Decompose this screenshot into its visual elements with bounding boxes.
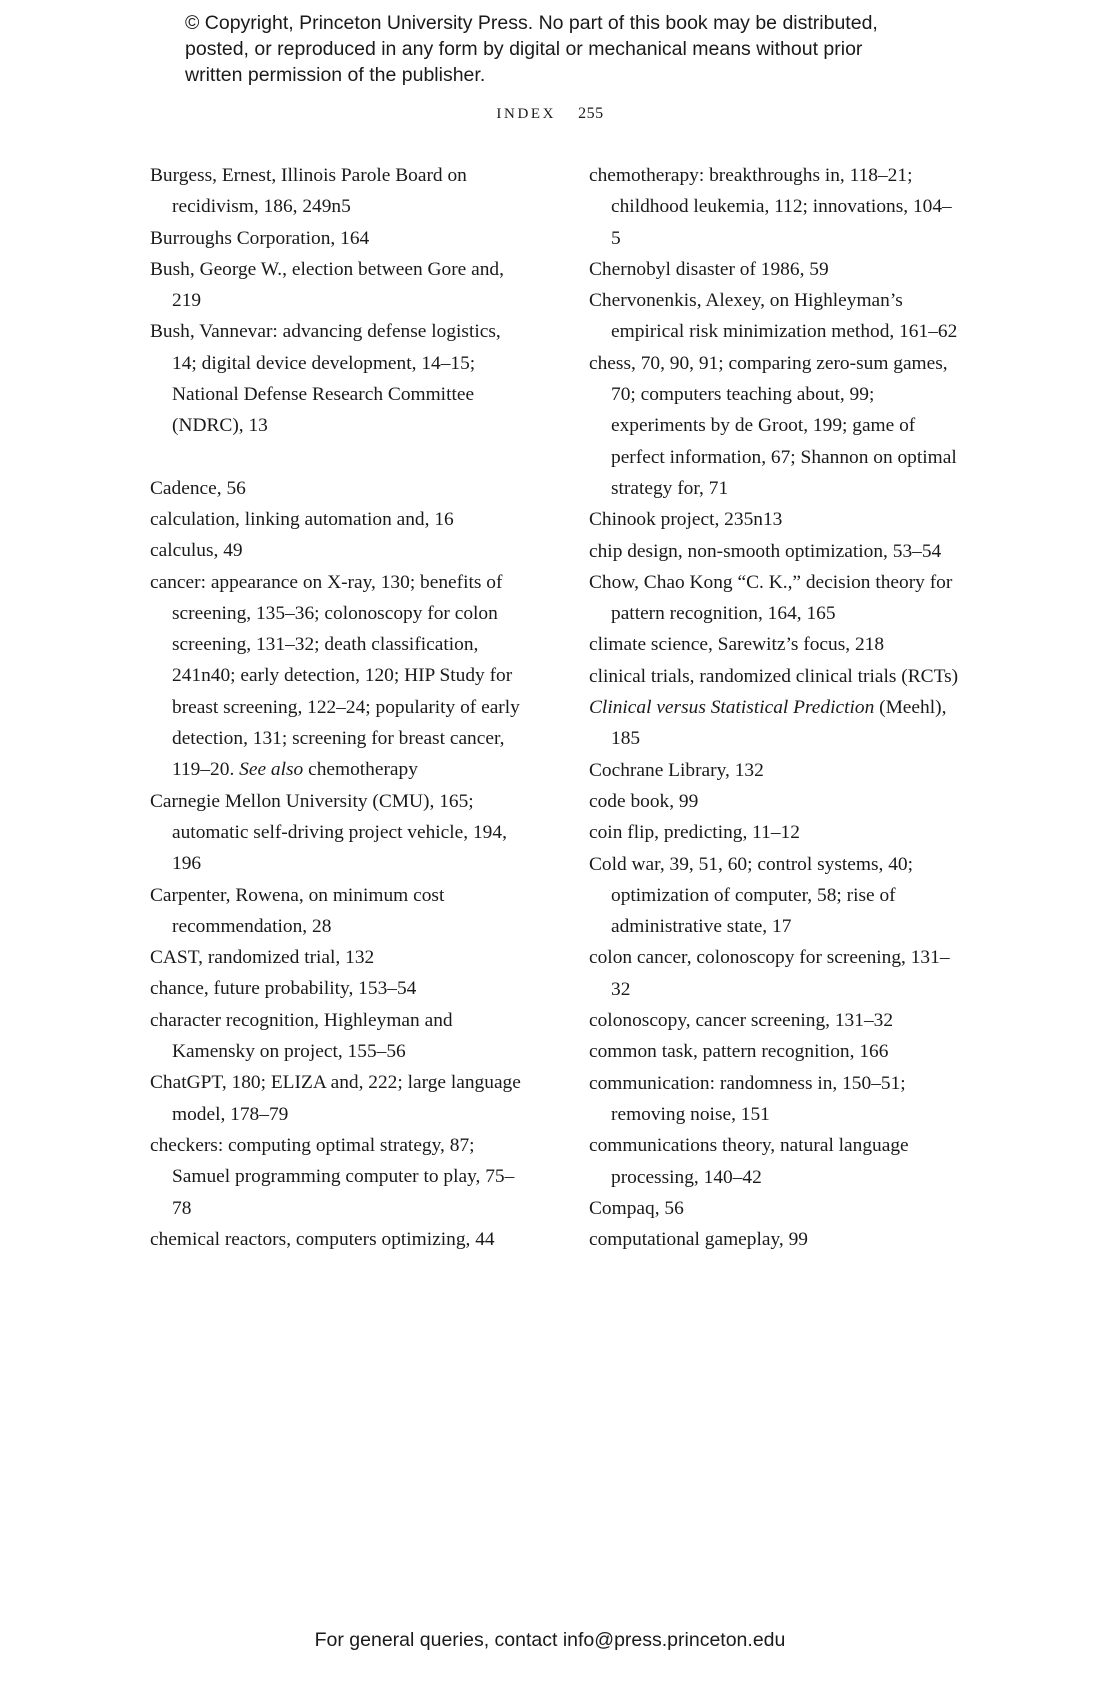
- index-entry-title: Clinical versus Statistical Prediction: [589, 697, 875, 719]
- index-entry: Carnegie Mellon University (CMU), 165; automatic self-driving project vehicle, 194, 196: [150, 790, 507, 875]
- index-entry: code book, 99: [589, 790, 699, 812]
- index-entry: Carpenter, Rowena, on minimum cost recommendation, 28: [150, 884, 445, 937]
- index-entry: Cochrane Library, 132: [589, 759, 764, 781]
- running-head: [0, 105, 1100, 123]
- index-entry: CAST, randomized trial, 132: [150, 947, 375, 969]
- index-entry: Chervonenkis, Alexey, on Highleyman’s empirical risk minimization method, 161–62: [589, 290, 958, 343]
- index-entry: Cadence, 56: [150, 477, 246, 499]
- index-entry: coin flip, predicting, 11–12: [589, 822, 800, 844]
- footer-queries-notice: For general queries, contact info@press.princeton.edu: [314, 1629, 786, 1651]
- index-entry: Chow, Chao Kong “C. K.,” decision theory for pattern recognition, 164, 165: [589, 571, 953, 625]
- index-entry: character recognition, Highleyman and Kamensky on project, 155–56: [150, 1009, 453, 1063]
- index-entry: calculation, linking automation and, 16: [150, 508, 454, 530]
- index-entry: Cold war, 39, 51, 60; control systems, 40; optimization of computer, 58; rise of administrative state, 17: [589, 853, 913, 938]
- index-entry: communications theory, natural language processing, 140–42: [589, 1135, 909, 1188]
- copyright-notice: © Copyright, Princeton University Press. No part of this book may be distributed, posted, or reproduced in any form by digital or mechanical means without prior written permission of the publisher.: [185, 12, 878, 86]
- index-entry: colonoscopy, cancer screening, 131–32: [589, 1010, 894, 1032]
- index-entry: Chernobyl disaster of 1986, 59: [589, 258, 829, 280]
- index-entry: chance, future probability, 153–54: [150, 978, 417, 1000]
- cross-reference-label: See also: [239, 759, 304, 781]
- index-entry: ChatGPT, 180; ELIZA and, 222; large language model, 178–79: [150, 1072, 521, 1125]
- index-entry: chemical reactors, computers optimizing, 44: [150, 1228, 495, 1250]
- index-column-right: [589, 160, 960, 1255]
- index-entry: colon cancer, colonoscopy for screening, 131–32: [589, 947, 950, 1000]
- index-columns: [150, 160, 960, 1255]
- index-entry: climate science, Sarewitz’s focus, 218: [589, 634, 885, 656]
- index-entry: Chinook project, 235n13: [589, 509, 783, 531]
- running-head-label: INDEX: [496, 106, 557, 122]
- index-entry: Clinical versus Statistical Prediction (Meehl), 185: [589, 697, 947, 750]
- index-entry: chip design, non-smooth optimization, 53–54: [589, 540, 942, 562]
- index-column-left: [150, 160, 521, 1255]
- index-entry: chemotherapy: breakthroughs in, 118–21; childhood leukemia, 112; innovations, 104–5: [589, 165, 952, 249]
- page-number: 255: [578, 105, 604, 122]
- index-entry: clinical trials, randomized clinical trials (RCTs): [589, 665, 959, 687]
- index-entry: calculus, 49: [150, 540, 243, 562]
- index-entry: Bush, Vannevar: advancing defense logistics, 14; digital device development, 14–15; National Defense Research Committee (NDRC), 13: [150, 321, 501, 437]
- index-entry: Burgess, Ernest, Illinois Parole Board on recidivism, 186, 249n5: [150, 165, 467, 218]
- index-entry: Bush, George W., election between Gore and, 219: [150, 258, 504, 312]
- index-entry: Burroughs Corporation, 164: [150, 227, 370, 249]
- index-entry: Compaq, 56: [589, 1197, 684, 1219]
- index-entry: communication: randomness in, 150–51; removing noise, 151: [589, 1072, 906, 1125]
- index-entry: checkers: computing optimal strategy, 87; Samuel programming computer to play, 75–78: [150, 1134, 515, 1219]
- index-entry: chess, 70, 90, 91; comparing zero-sum games, 70; computers teaching about, 99; experiments by de Groot, 199; game of perfect information, 67; Shannon on optimal strategy for, 71: [589, 352, 957, 499]
- index-entry: common task, pattern recognition, 166: [589, 1041, 889, 1063]
- index-entry: computational gameplay, 99: [589, 1229, 808, 1251]
- index-entry: cancer: appearance on X-ray, 130; benefits of screening, 135–36; colonoscopy for colon screening, 131–32; death classification, 241n40; early detection, 120; HIP Study for breast screening, 122–24; popularity of early detection, 131; screening for breast cancer, 119–20. See also chemotherapy: [150, 571, 520, 781]
